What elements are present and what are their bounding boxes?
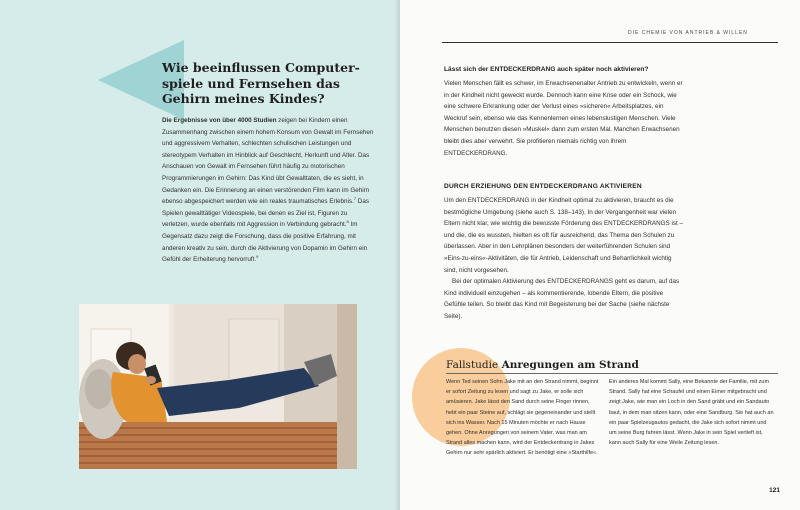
education-text xyxy=(444,195,684,323)
case-study-kicker: Fallstudie xyxy=(446,359,499,371)
case-study-heading xyxy=(446,359,776,371)
case-study-title: Anregungen am Strand xyxy=(501,359,639,371)
body-text-3: Im Gegensatz dazu zeigt die Forschung, dass die positive Erfahrung, mit anderen kreativ zu sein, durch die Aktivierung von Dopamin im Gehirn ein Gefühl der Erheiterung hervorruft. xyxy=(162,221,368,264)
case-study-column-1: Wenn Ted seinen Sohn Jake mit an den Strand nimmt, beginnt er sofort Zeitung zu lesen und sagt zu Jake, er solle sich amüsieren. Jake lässt den Sand durch seine Finger rinnen, hebt ein paar Steine auf, schlägt sie gegeneinander und stellt sich ins Wasser. Nach 15 Minuten möchte er nach Hause gehen. Ohne Anregungen von seinem Vater, was man am Strand alles machen kann, wird der Entdeckerdrang in Jakes Gehirn nur sehr spärlich aktiviert. Er benötigt eine »Starthilfe«. xyxy=(446,379,599,457)
paragraph-education-2: Bei der optimalen Aktivierung des ENTDECKERDRANGS geht es darum, auf das Kind individuell einzugehen – als kommentierende, lobende Eltern, die positive Gefühle teilen. So bleibt das Kind mit Begeisterung bei der Sache (siehe nächste Seite). xyxy=(444,278,680,320)
paragraph-reactivate: Vielen Menschen fällt es schwer, im Erwachsenenalter Antrieb zu entwickeln, wenn er in der Kindheit nicht geweckt wurde. Dennoch kann eine Krise oder ein Schock, wie eine schwere Erkrankung oder der Verlust eines »sicheren« Arbeitsplatzes, ein Weckruf sein, ebenso wie das Kennenlernen eines lebenslustigen Menschen. Viele Menschen benutzen diesen »Muskel« dann zum ersten Mal. Manchen Erwachsenen bleibt dies aber verwehrt. Sie profitieren niemals richtig von ihrem ENTDECKERDRANG. xyxy=(444,80,683,157)
subheading-reactivate: Lässt sich der ENTDECKERDRANG auch später noch aktivieren? xyxy=(444,66,649,73)
paragraph-education-1: Um den ENTDECKERDRANG in der Kindheit optimal zu aktivieren, braucht es die bestmögliche Umgebung (siehe auch S. 138–143). In der Vergangenheit war vielen Eltern nicht klar, wie wichtig die bewusste Förderung des ENTDECKERDRANGS ist – und die, die es wussten, hielten es oft für ausreichend, das Thema den Schulen zu überlassen. Aber in den Lehrplänen besonders der weiterführenden Schulen sind »Eins-zu-eins«-Aktivitäten, die für Antrieb, Leidenschaft und Beharrlichkeit wichtig sind, nicht vorgesehen. xyxy=(444,197,684,274)
lead-text: Die Ergebnisse von über 4000 Studien xyxy=(162,117,277,124)
photo-boy-with-tablet xyxy=(79,304,357,469)
page-number: 121 xyxy=(769,487,780,494)
case-study-rule xyxy=(446,373,778,374)
body-text-1: zeigen bei Kindern einen Zusammenhang zwischen einem hohem Konsum von Gewalt im Fernsehen und aggressivem Verhalten, schlechten schulischen Leistungen und stereotypem Verhalten im Hinblick auf Geschlecht, Herkunft und Alter. Das Anschauen von Gewalt im Fernsehen führt häufig zu motorischen Programmierungen im Gehirn: Das Kind übt Gewalttaten, die es sieht, in Gedanken ein. Die Erinnerung an einen verstörenden Film kann im Gehirn ebenso abgespeichert werden wie ein reales traumatisches Erlebnis. xyxy=(162,117,374,206)
left-body-text xyxy=(162,115,374,266)
footnote-ref-9: 9 xyxy=(256,254,259,260)
case-study-column-2: Ein anderes Mal kommt Sally, eine Bekannte der Familie, mit zum Strand. Sally hat eine Schaufel und einen Eimer mitgebracht und zeigt Jake, wie man ein Loch in den Sand gräbt und ein Sandauto baut, in dem man sitzen kann, oder eine Sandburg. Sie hat auch an ein paar Spielzeugautos gedacht, die Jake sich sofort nimmt und um seine Burg fahren lässt. Wenn Jake in sein Spiel vertieft ist, kann auch Sally für eine Weile Zeitung lesen. xyxy=(609,379,774,447)
footnote-ref-8: 8 xyxy=(346,219,349,225)
body-text-2: Das Spielen gewalttätiger Videospiele, bei denen es Ziel ist, Figuren zu verletzen, wurde ebenfalls mit Aggression in Verbindung gebracht. xyxy=(162,198,369,229)
photo-illustration xyxy=(79,304,357,469)
footnote-ref-7: 7 xyxy=(353,196,357,202)
question-heading: Wie beeinflussen Computerspiele und Fernsehen das Gehirn meines Kindes? xyxy=(162,60,360,106)
header-rule xyxy=(442,42,778,43)
running-head: DIE CHEMIE VON ANTRIEB & WILLEN xyxy=(628,30,748,36)
subheading-education: DURCH ERZIEHUNG DEN ENTDECKERDRANG AKTIVIEREN xyxy=(444,183,642,190)
